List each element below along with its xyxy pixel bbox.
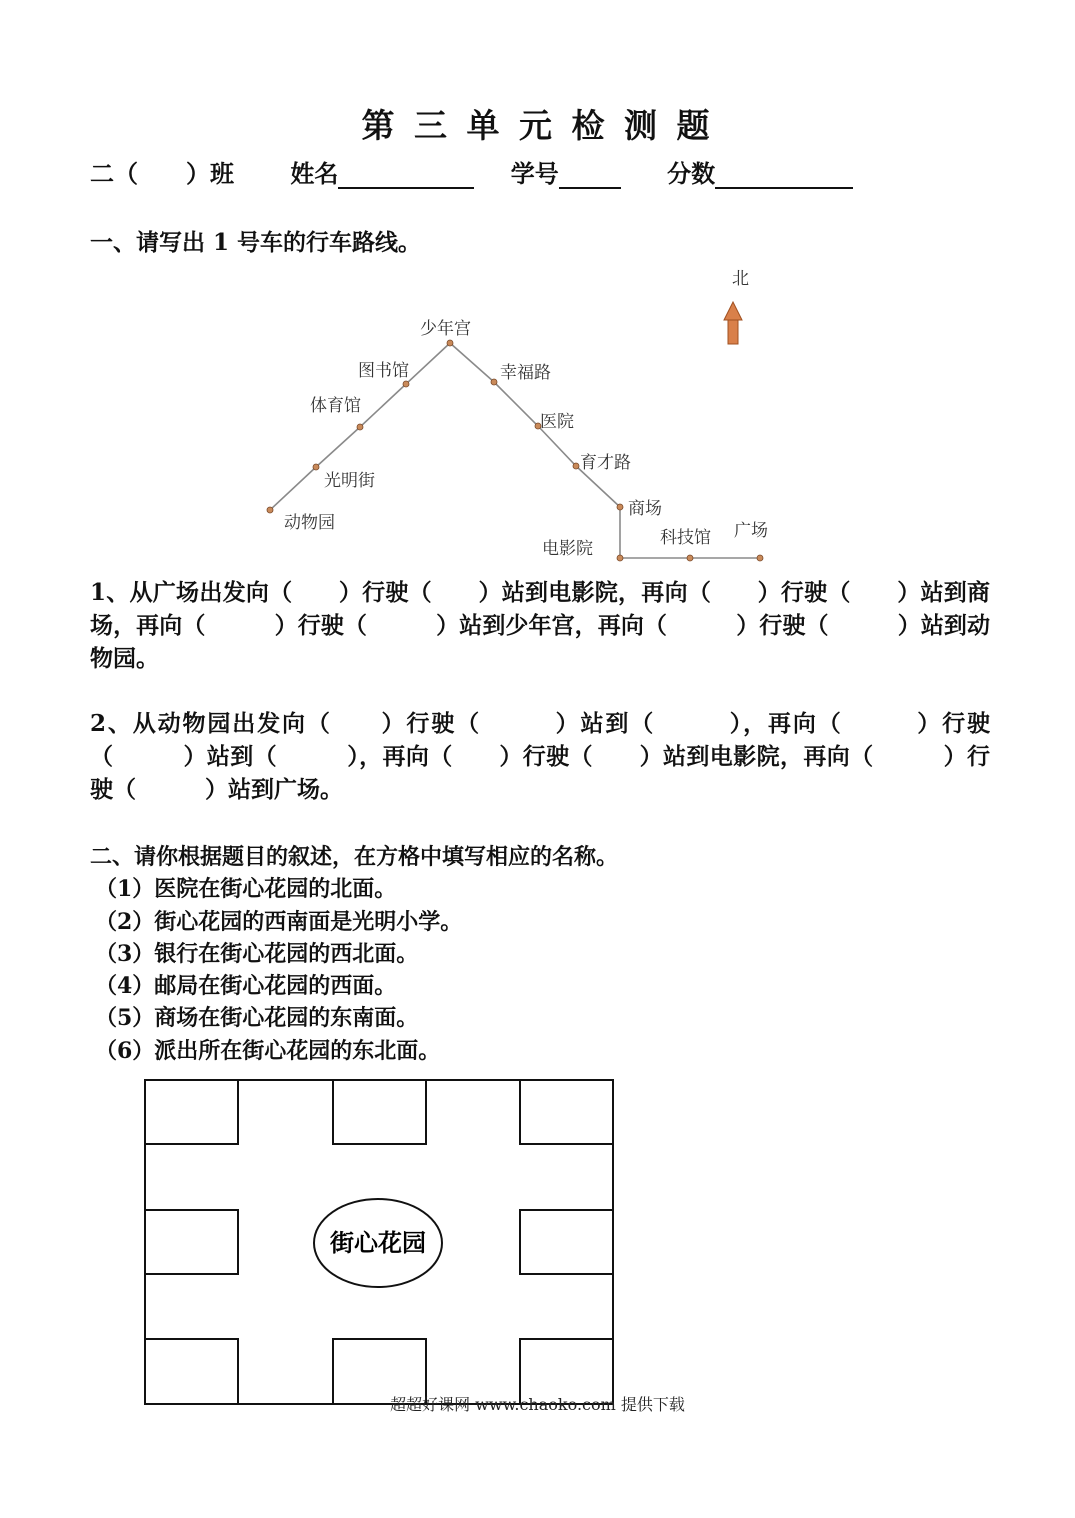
north-arrow-icon [724, 302, 742, 344]
label-yucailu: 育才路 [580, 453, 631, 473]
stop-shangchang [617, 504, 623, 510]
stop-guangchang [757, 555, 763, 561]
question-1: 1、从广场出发向（ ）行驶（ ）站到电影院，再向（ ）行驶（ ）站到商场，再向（ ）行驶（ ）站到少年宫，再向（ ）行驶（ ）站到动物园。 [90, 579, 990, 672]
stop-shaoniangong [447, 340, 453, 346]
label-dongwuyuan: 动物园 [284, 513, 335, 533]
clue-item: （2）街心花园的西南面是光明小学。 [95, 909, 463, 935]
bus-route-map [250, 260, 810, 580]
label-guangmingjie: 光明街 [324, 471, 375, 491]
clue-item: （5）商场在街心花园的东南面。 [95, 1005, 419, 1031]
stop-guangmingjie [313, 464, 319, 470]
class-label: 二（ ）班 [90, 159, 234, 188]
stop-tiyuguan [357, 424, 363, 430]
name-blank[interactable] [338, 161, 474, 189]
question-2: 2、从动物园出发向（ ）行驶（ ）站到（ ），再向（ ）行驶（ ）站到（ ），再向（ ）行驶（ ）站到电影院，再向（ ）行驶（ ）站到广场。 [90, 710, 990, 803]
stop-kejiguan [687, 555, 693, 561]
section2-heading: 二、请你根据题目的叙述，在方格中填写相应的名称。 [90, 844, 619, 870]
direction-grid [143, 1078, 617, 1408]
clue-item: （3）银行在街心花园的西北面。 [95, 941, 419, 967]
score-blank[interactable] [715, 161, 853, 189]
clue-item: （1）医院在街心花园的北面。 [95, 876, 397, 902]
garden-label: 街心花园 [330, 1228, 426, 1257]
footer-watermark: 超超好课网 www.chaoko.com 提供下载 [390, 1395, 685, 1414]
student-info-line [90, 154, 853, 189]
score-label: 分数 [667, 159, 716, 188]
label-shangchang: 商场 [628, 499, 662, 519]
label-guangchang: 广场 [734, 521, 768, 541]
stop-dongwuyuan [267, 507, 273, 513]
box-northeast[interactable] [520, 1080, 613, 1144]
section1-heading: 一、请写出 1 号车的行车路线。 [90, 229, 422, 256]
label-xingfulu: 幸福路 [500, 363, 551, 383]
clue-item: （6）派出所在街心花园的东北面。 [95, 1038, 441, 1064]
id-blank[interactable] [559, 161, 621, 189]
clue-item: （4）邮局在街心花园的西面。 [95, 973, 397, 999]
stop-tushuguan [403, 381, 409, 387]
page-title: 第 三 单 元 检 测 题 [361, 106, 714, 145]
label-tiyuguan: 体育馆 [310, 396, 361, 416]
box-northwest[interactable] [145, 1080, 238, 1144]
stop-dianyingyuan [617, 555, 623, 561]
box-west[interactable] [145, 1210, 238, 1274]
label-shaoniangong: 少年宫 [420, 319, 471, 339]
label-tushuguan: 图书馆 [358, 361, 409, 381]
name-label: 姓名 [290, 159, 339, 188]
north-label: 北 [732, 269, 749, 289]
stop-xingfulu [491, 379, 497, 385]
label-kejiguan: 科技馆 [660, 528, 711, 548]
id-label: 学号 [510, 159, 559, 188]
label-yiyuan: 医院 [540, 412, 574, 432]
label-dianyingyuan: 电影院 [542, 539, 593, 559]
stop-yucailu [573, 463, 579, 469]
box-north[interactable] [333, 1080, 426, 1144]
box-east[interactable] [520, 1210, 613, 1274]
